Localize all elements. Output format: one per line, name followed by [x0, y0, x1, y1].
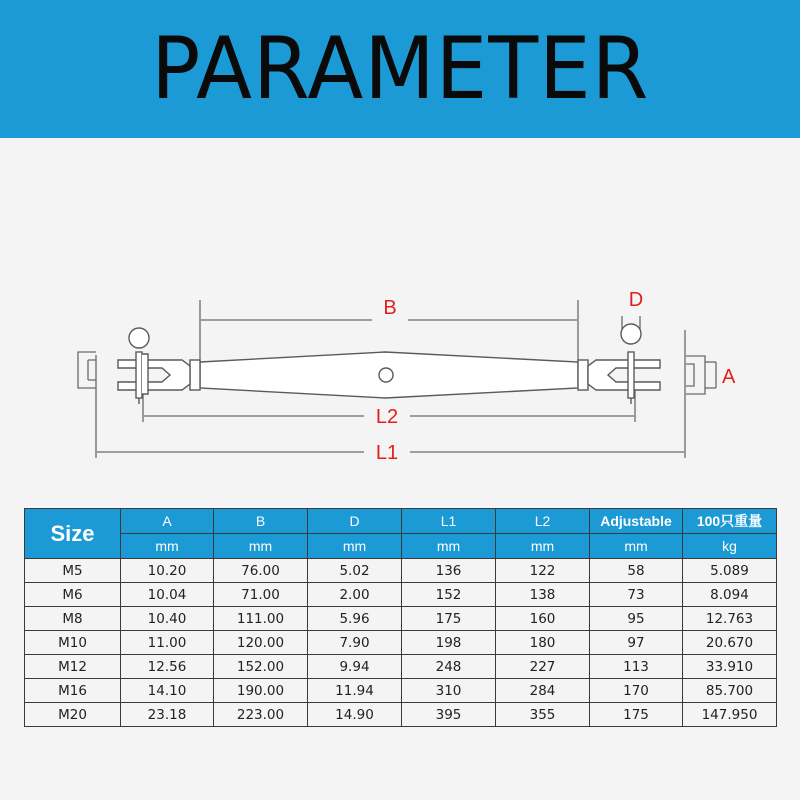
cell-a: 14.10	[121, 679, 214, 703]
cell-b: 223.00	[214, 703, 308, 727]
table-row	[25, 631, 777, 655]
table-row	[25, 607, 777, 631]
right-pin-head	[621, 324, 641, 344]
label-l1: L1	[375, 442, 399, 464]
cell-d: 2.00	[308, 583, 402, 607]
right-nut	[578, 360, 588, 390]
cell-b: 190.00	[214, 679, 308, 703]
header-adjustable: Adjustable	[590, 509, 683, 534]
cell-size: M16	[25, 679, 121, 703]
cell-adjustable: 73	[590, 583, 683, 607]
cell-size: M6	[25, 583, 121, 607]
cell-a: 12.56	[121, 655, 214, 679]
cell-b: 120.00	[214, 631, 308, 655]
cell-l2: 284	[496, 679, 590, 703]
cell-adjustable: 175	[590, 703, 683, 727]
table-row	[25, 703, 777, 727]
size-header: Size	[25, 509, 121, 559]
parameter-table	[24, 508, 777, 727]
cell-d: 9.94	[308, 655, 402, 679]
cell-weight: 85.700	[683, 679, 777, 703]
left-pin	[136, 352, 142, 398]
cell-adjustable: 95	[590, 607, 683, 631]
header-l2: L2	[496, 509, 590, 534]
cell-l1: 310	[402, 679, 496, 703]
unit-a: mm	[121, 534, 214, 559]
cell-d: 11.94	[308, 679, 402, 703]
unit-l1: mm	[402, 534, 496, 559]
cell-l1: 198	[402, 631, 496, 655]
header-d: D	[308, 509, 402, 534]
unit-d: mm	[308, 534, 402, 559]
cell-size: M8	[25, 607, 121, 631]
cell-size: M20	[25, 703, 121, 727]
cell-a: 10.40	[121, 607, 214, 631]
cell-adjustable: 58	[590, 559, 683, 583]
right-pin	[628, 352, 634, 398]
cell-a: 10.20	[121, 559, 214, 583]
cell-size: M12	[25, 655, 121, 679]
cell-d: 5.96	[308, 607, 402, 631]
cell-b: 152.00	[214, 655, 308, 679]
unit-adjustable: mm	[590, 534, 683, 559]
technical-drawing	[0, 138, 800, 500]
cell-l2: 122	[496, 559, 590, 583]
cell-a: 23.18	[121, 703, 214, 727]
table-row	[25, 655, 777, 679]
cell-size: M5	[25, 559, 121, 583]
parameter-banner	[0, 0, 800, 138]
unit-weight: kg	[683, 534, 777, 559]
cell-l1: 248	[402, 655, 496, 679]
banner-title: PARAMETER	[150, 19, 650, 119]
header-a: A	[121, 509, 214, 534]
left-side-view-outer	[78, 352, 96, 388]
right-side-view-inner	[686, 364, 694, 386]
cell-l1: 395	[402, 703, 496, 727]
header-b: B	[214, 509, 308, 534]
cell-weight: 33.910	[683, 655, 777, 679]
cell-adjustable: 170	[590, 679, 683, 703]
cell-l2: 160	[496, 607, 590, 631]
unit-b: mm	[214, 534, 308, 559]
label-b: B	[383, 297, 397, 319]
body-hole	[379, 368, 393, 382]
label-l2: L2	[375, 406, 399, 428]
cell-b: 71.00	[214, 583, 308, 607]
right-jaw	[588, 360, 660, 390]
cell-l2: 227	[496, 655, 590, 679]
cell-d: 5.02	[308, 559, 402, 583]
header-weight: 100只重量	[683, 509, 777, 534]
cell-a: 11.00	[121, 631, 214, 655]
table-row	[25, 679, 777, 703]
table-row	[25, 583, 777, 607]
cell-weight: 5.089	[683, 559, 777, 583]
cell-size: M10	[25, 631, 121, 655]
left-nut	[190, 360, 200, 390]
cell-l1: 152	[402, 583, 496, 607]
header-row-names	[25, 509, 777, 534]
header-l1: L1	[402, 509, 496, 534]
cell-l1: 175	[402, 607, 496, 631]
cell-b: 76.00	[214, 559, 308, 583]
cell-l2: 355	[496, 703, 590, 727]
cell-b: 111.00	[214, 607, 308, 631]
cell-weight: 8.094	[683, 583, 777, 607]
cell-weight: 20.670	[683, 631, 777, 655]
left-pin-head	[129, 328, 149, 348]
cell-weight: 12.763	[683, 607, 777, 631]
label-d: D	[628, 289, 644, 311]
cell-adjustable: 97	[590, 631, 683, 655]
table-row	[25, 559, 777, 583]
header-row-units	[25, 534, 777, 559]
cell-d: 14.90	[308, 703, 402, 727]
cell-l2: 180	[496, 631, 590, 655]
cell-weight: 147.950	[683, 703, 777, 727]
unit-l2: mm	[496, 534, 590, 559]
cell-adjustable: 113	[590, 655, 683, 679]
left-pin-side	[142, 354, 148, 394]
cell-d: 7.90	[308, 631, 402, 655]
cell-l1: 136	[402, 559, 496, 583]
right-side-view-outer	[686, 356, 705, 394]
turnbuckle-diagram	[0, 138, 800, 500]
cell-a: 10.04	[121, 583, 214, 607]
left-side-view-inner	[88, 360, 96, 380]
left-jaw	[118, 360, 190, 390]
cell-l2: 138	[496, 583, 590, 607]
label-a: A	[722, 366, 736, 388]
